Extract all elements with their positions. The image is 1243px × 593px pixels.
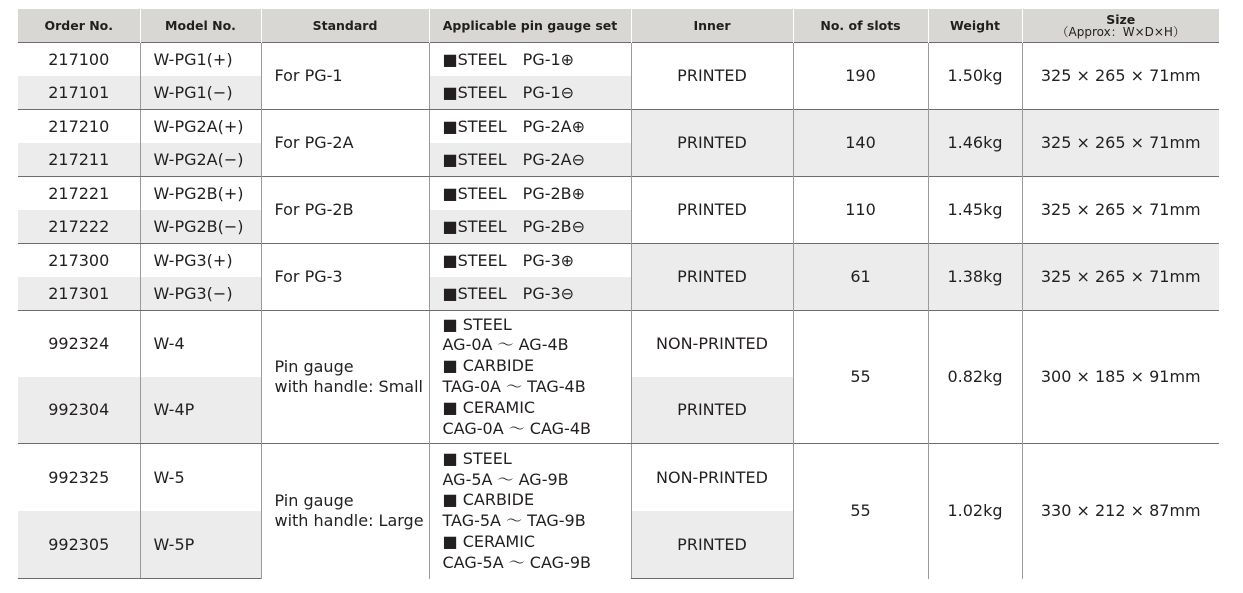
standard-line: with handle: Large	[274, 511, 424, 531]
pin-line: AG-5A ～ AG-9B	[442, 469, 569, 489]
standard-cell: For PG-1	[261, 43, 429, 110]
pin-line: ■ CERAMIC	[442, 397, 536, 417]
pin-gauge-cell: ■STEEL PG-2B⊕	[429, 177, 631, 211]
inner-cell: PRINTED	[631, 43, 793, 110]
order-no-cell: 217301	[18, 277, 140, 311]
order-no-cell: 217210	[18, 110, 140, 144]
slots-cell: 55	[793, 444, 928, 579]
header-weight: Weight	[928, 9, 1022, 43]
weight-cell: 1.02kg	[928, 444, 1022, 579]
pin-line: TAG-0A ～ TAG-4B	[442, 377, 586, 396]
slots-cell: 55	[793, 311, 928, 444]
pin-line: TAG-5A ～ TAG-9B	[442, 511, 586, 531]
pin-line: CAG-5A ～ CAG-9B	[442, 552, 591, 572]
standard-cell	[261, 444, 429, 579]
inner-cell: NON-PRINTED	[631, 311, 793, 378]
pin-line: ■ CERAMIC	[442, 532, 536, 552]
header-slots: No. of slots	[793, 9, 928, 43]
standard-cell: For PG-2A	[261, 110, 429, 177]
pin-gauge-cell: ■STEEL PG-3⊕	[429, 244, 631, 278]
order-no-cell: 217300	[18, 244, 140, 278]
pin-line: ■ STEEL	[442, 448, 512, 468]
weight-cell: 1.50kg	[928, 43, 1022, 110]
size-cell: 330 × 212 × 87mm	[1022, 444, 1219, 579]
model-no-cell: W-PG2B(+)	[140, 177, 261, 211]
inner-cell: NON-PRINTED	[631, 444, 793, 512]
inner-cell: PRINTED	[631, 177, 793, 244]
table-row	[18, 43, 1219, 77]
standard-cell: For PG-3	[261, 244, 429, 311]
table-row	[18, 311, 1219, 378]
model-no-cell: W-PG3(−)	[140, 277, 261, 311]
slots-cell: 140	[793, 110, 928, 177]
weight-cell: 1.38kg	[928, 244, 1022, 311]
header-order-no: Order No.	[18, 9, 140, 43]
order-no-cell: 992324	[18, 311, 140, 378]
standard-cell	[261, 311, 429, 444]
order-no-cell: 217222	[18, 210, 140, 244]
model-no-cell: W-PG1(+)	[140, 43, 261, 77]
pin-line: ■ STEEL	[442, 314, 512, 334]
standard-line: with handle: Small	[274, 377, 423, 396]
pin-line: ■ CARBIDE	[442, 490, 535, 510]
order-no-cell: 217100	[18, 43, 140, 77]
order-no-cell: 992304	[18, 377, 140, 444]
order-no-cell: 992325	[18, 444, 140, 512]
inner-cell: PRINTED	[631, 110, 793, 177]
header-size-label: Size	[1106, 11, 1136, 27]
inner-cell: PRINTED	[631, 377, 793, 444]
header-row	[18, 9, 1219, 43]
pin-gauge-cell: ■STEEL PG-3⊖	[429, 277, 631, 311]
order-no-cell: 992305	[18, 511, 140, 579]
model-no-cell: W-PG3(+)	[140, 244, 261, 278]
slots-cell: 190	[793, 43, 928, 110]
model-no-cell: W-4P	[140, 377, 261, 444]
header-size	[1022, 9, 1219, 43]
model-no-cell: W-PG1(−)	[140, 76, 261, 110]
pin-gauge-cell	[429, 444, 631, 579]
header-size-sub: （Approx：W×D×H）	[1056, 24, 1185, 39]
inner-cell: PRINTED	[631, 511, 793, 579]
pin-gauge-cell: ■STEEL PG-1⊖	[429, 76, 631, 110]
pin-gauge-cell: ■STEEL PG-2B⊖	[429, 210, 631, 244]
model-no-cell: W-PG2A(−)	[140, 143, 261, 177]
model-no-cell: W-PG2B(−)	[140, 210, 261, 244]
weight-cell: 0.82kg	[928, 311, 1022, 444]
weight-cell: 1.46kg	[928, 110, 1022, 177]
pin-line: AG-0A ～ AG-4B	[442, 335, 569, 355]
pin-line: CAG-0A ～ CAG-4B	[442, 418, 591, 438]
table-row	[18, 110, 1219, 144]
table-row	[18, 244, 1219, 278]
pin-line: ■ CARBIDE	[442, 356, 535, 376]
table-row	[18, 177, 1219, 211]
standard-line: Pin gauge	[274, 357, 354, 376]
header-model-no: Model No.	[140, 9, 261, 43]
header-pin-gauge-set: Applicable pin gauge set	[429, 9, 631, 43]
pin-gauge-cell: ■STEEL PG-2A⊖	[429, 143, 631, 177]
pin-gauge-cell: ■STEEL PG-1⊕	[429, 43, 631, 77]
model-no-cell: W-5	[140, 444, 261, 512]
model-no-cell: W-PG2A(+)	[140, 110, 261, 144]
size-cell: 300 × 185 × 91mm	[1022, 311, 1219, 444]
size-cell: 325 × 265 × 71mm	[1022, 244, 1219, 311]
size-cell: 325 × 265 × 71mm	[1022, 43, 1219, 110]
slots-cell: 110	[793, 177, 928, 244]
order-no-cell: 217211	[18, 143, 140, 177]
standard-cell: For PG-2B	[261, 177, 429, 244]
size-cell: 325 × 265 × 71mm	[1022, 177, 1219, 244]
pin-gauge-cell	[429, 311, 631, 444]
header-inner: Inner	[631, 9, 793, 43]
table-row	[18, 444, 1219, 512]
spec-table	[18, 9, 1219, 579]
pin-gauge-cell: ■STEEL PG-2A⊕	[429, 110, 631, 144]
inner-cell: PRINTED	[631, 244, 793, 311]
standard-line: Pin gauge	[274, 491, 354, 511]
header-standard: Standard	[261, 9, 429, 43]
slots-cell: 61	[793, 244, 928, 311]
order-no-cell: 217221	[18, 177, 140, 211]
order-no-cell: 217101	[18, 76, 140, 110]
model-no-cell: W-5P	[140, 511, 261, 579]
size-cell: 325 × 265 × 71mm	[1022, 110, 1219, 177]
weight-cell: 1.45kg	[928, 177, 1022, 244]
model-no-cell: W-4	[140, 311, 261, 378]
